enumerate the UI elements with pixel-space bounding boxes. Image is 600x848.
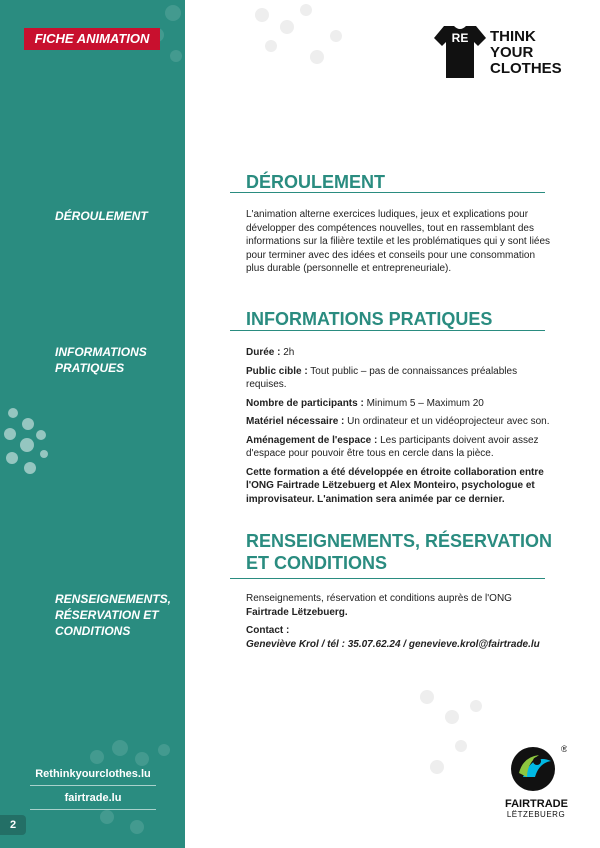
- divider: [30, 809, 156, 810]
- link-fairtrade[interactable]: fairtrade.lu: [64, 792, 122, 804]
- page-number: 2: [0, 815, 26, 835]
- fairtrade-name: FAIRTRADE: [505, 798, 568, 810]
- sidebar-label-renseignements: RENSEIGNEMENTS, RÉSERVATION ET CONDITIONS: [55, 592, 172, 638]
- section-rule: [230, 192, 545, 193]
- fairtrade-sub: LËTZEBUERG: [506, 810, 566, 819]
- divider: [30, 785, 156, 786]
- deroulement-body: L'animation alterne exercices ludiques, jeux et explications pour développer des compétences nouvelles, tout en rassemblant des informations sur la filière textile et les problématiques qui y sont liées pour terminer avec des idées et conseils pour une consommation plus durable (personnelle et entrepreneuriale).: [246, 209, 551, 274]
- info-item: Durée : 2h: [246, 347, 295, 358]
- svg-text:YOUR: YOUR: [490, 44, 534, 61]
- svg-text:CLOTHES: CLOTHES: [490, 60, 562, 77]
- rethink-your-clothes-logo: [432, 22, 572, 87]
- section-title-renseignements: RENSEIGNEMENTS, RÉSERVATION ET CONDITIONS: [246, 531, 553, 573]
- info-note: Cette formation a été développée en étroite collaboration entre l'ONG Fairtrade Lëtzebuerg et Alex Monteiro, psychologue et improvisateur. L'animation sera animée par ce dernier.: [246, 466, 544, 505]
- informations-body: [246, 346, 551, 511]
- sidebar-label-deroulement: DÉROULEMENT: [55, 209, 148, 223]
- section-title-deroulement: DÉROULEMENT: [246, 172, 385, 192]
- fairtrade-mark-icon: [505, 743, 567, 793]
- info-item: Nombre de participants : Minimum 5 – Maximum 20: [246, 397, 484, 409]
- info-item: Matériel nécessaire : Un ordinateur et un vidéoprojecteur avec son.: [246, 416, 550, 427]
- link-rethinkyourclothes[interactable]: Rethinkyourclothes.lu: [35, 768, 151, 780]
- svg-text:RE: RE: [451, 31, 469, 45]
- sidebar: [0, 0, 185, 848]
- contact-details: Geneviève Krol / tél : 35.07.62.24 / genevieve.krol@fairtrade.lu: [246, 638, 540, 650]
- fairtrade-logo: [505, 743, 567, 820]
- fiche-animation-tag: FICHE ANIMATION: [24, 28, 160, 50]
- section-title-informations: INFORMATIONS PRATIQUES: [246, 309, 493, 329]
- svg-text:THINK: THINK: [490, 28, 536, 45]
- tshirt-icon: [432, 22, 572, 82]
- info-item: Public cible : Tout public – pas de connaissances préalables requises.: [246, 365, 518, 390]
- svg-text:®: ®: [561, 744, 567, 754]
- section-rule: [230, 578, 545, 579]
- info-item: Aménagement de l'espace : Les participants doivent avoir assez d'espace pour pouvoir être tous en cercle dans la pièce.: [246, 434, 539, 459]
- sidebar-label-informations: INFORMATIONS PRATIQUES: [55, 345, 147, 375]
- section-rule: [230, 330, 545, 331]
- renseignements-body: Renseignements, réservation et conditions auprès de l'ONG Fairtrade Lëtzebuerg. Contact : Geneviève Krol / tél : 35.07.62.24 / genevieve.krol@fairtrade.lu: [246, 593, 540, 650]
